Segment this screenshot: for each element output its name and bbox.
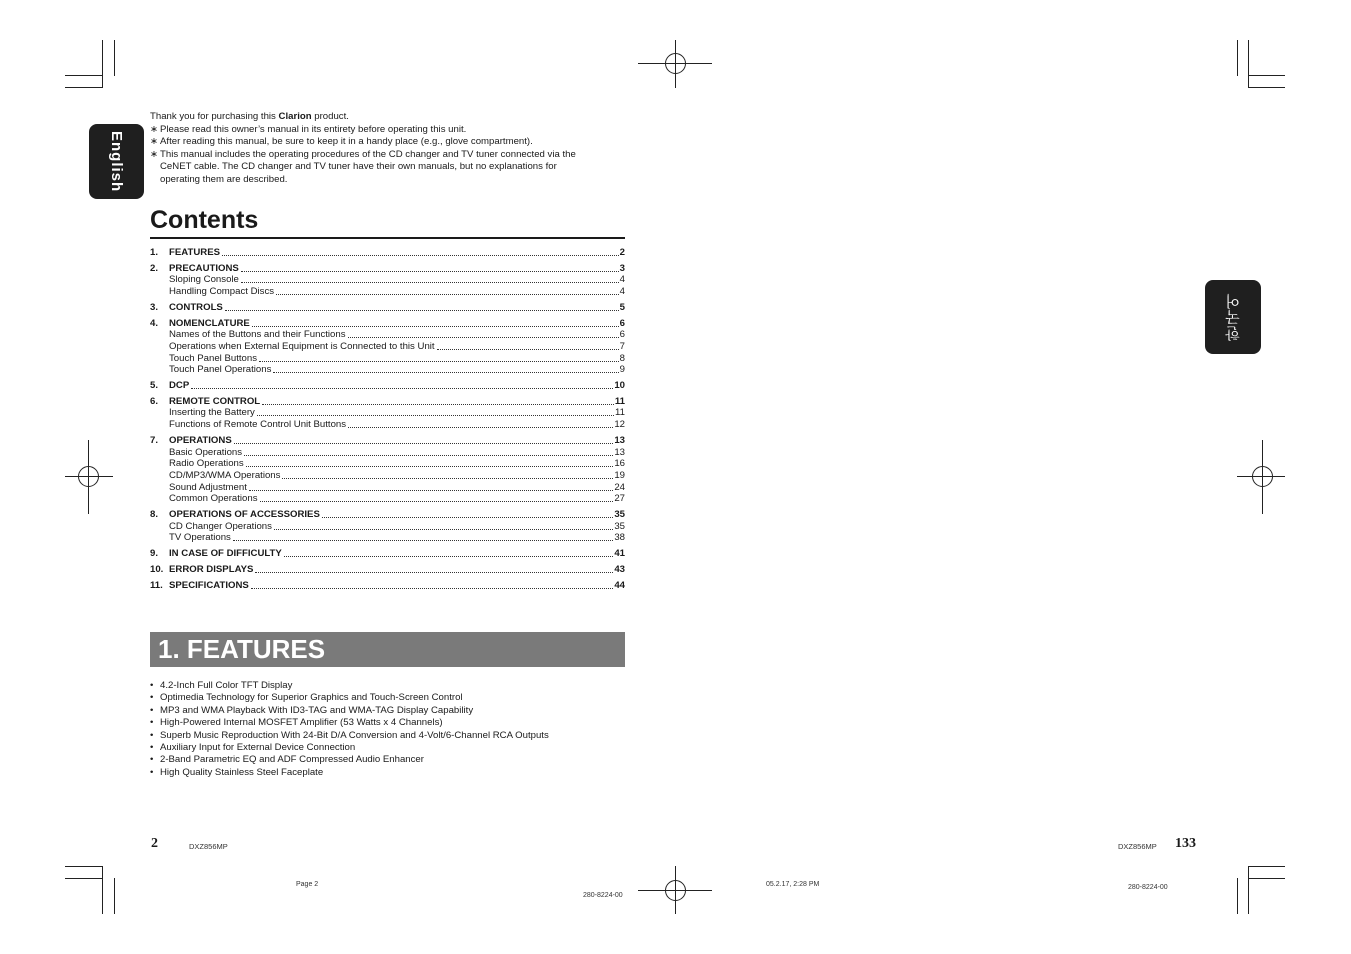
toc-entry-title: Sound Adjustment (169, 481, 247, 493)
toc-leader-dots (262, 404, 614, 405)
slug-date: 05.2.17, 2:28 PM (766, 881, 820, 888)
toc-subentry (150, 419, 625, 430)
features-list (150, 680, 549, 779)
asterisk-icon: ∗ (150, 123, 159, 135)
toc-leader-dots (234, 443, 614, 444)
intro-text (150, 111, 630, 186)
bullet-icon: • (150, 766, 154, 778)
toc-entry-number: 3. (150, 301, 159, 313)
slug-code-right: 280-8224-00 (1128, 884, 1168, 891)
toc-entry-title: Radio Operations (169, 458, 244, 470)
toc-entry-title: Names of the Buttons and their Functions (169, 329, 346, 341)
toc-entry-page: 43 (614, 563, 625, 575)
feature-item (150, 717, 549, 729)
toc-entry-title: TV Operations (169, 532, 231, 544)
toc-entry-number: 8. (150, 509, 159, 520)
toc-leader-dots (222, 255, 619, 256)
toc-entry (150, 509, 625, 520)
feature-item (150, 754, 549, 766)
toc-leader-dots (284, 556, 614, 557)
toc-leader-dots (241, 282, 619, 283)
toc-entry-page: 3 (619, 262, 625, 274)
feature-item (150, 730, 549, 742)
english-tab-label: English (108, 130, 125, 193)
intro-note-2 (150, 136, 630, 149)
toc-entry-title: DCP (169, 380, 190, 391)
toc-subentry (150, 521, 625, 532)
toc-leader-dots (252, 326, 619, 327)
toc-entry (150, 396, 625, 407)
right-model-name: DXZ856MP (1118, 842, 1157, 851)
toc-leader-dots (257, 415, 614, 416)
toc-entry-title: Inserting the Battery (169, 407, 255, 419)
toc-leader-dots (233, 540, 613, 541)
bullet-icon: • (150, 754, 154, 766)
toc-entry-title: PRECAUTIONS (169, 262, 239, 274)
toc-leader-dots (348, 337, 619, 338)
bullet-icon: • (150, 729, 154, 741)
toc-subentry (150, 470, 625, 481)
toc-entry-number: 11. (150, 579, 163, 591)
toc-entry-page: 13 (614, 434, 625, 446)
feature-text: 4.2-Inch Full Color TFT Display (160, 680, 293, 691)
toc-leader-dots (282, 478, 613, 479)
brand-name: Clarion (278, 111, 312, 122)
toc-entry-title: Sloping Console (169, 274, 239, 286)
toc-entry-page: 16 (614, 458, 625, 470)
toc-entry (150, 564, 625, 575)
toc-subentry (150, 458, 625, 469)
feature-text: Auxiliary Input for External Device Connection (160, 742, 356, 754)
toc-entry-title: Common Operations (169, 493, 258, 505)
contents-rule (150, 237, 625, 239)
toc-entry-title: Handling Compact Discs (169, 286, 275, 298)
features-heading: 1. FEATURES (158, 634, 326, 664)
toc-leader-dots (274, 529, 613, 530)
toc-entry-page: 12 (614, 419, 625, 431)
feature-text: Superb Music Reproduction With 24-Bit D/A Conversion and 4-Volt/6-Channel RCA Outputs (160, 729, 549, 741)
intro-note-text: After reading this manual, be sure to keep it in a handy place (e.g., glove compartment). (160, 136, 533, 147)
intro-note-3 (150, 149, 630, 162)
intro-thanks (150, 111, 630, 124)
toc-entry-number: 9. (150, 548, 159, 560)
intro-note-3-cont-1: CeNET cable. The CD changer and TV tuner have their own manuals, but no explanations for (160, 161, 557, 172)
feature-text: High Quality Stainless Steel Faceplate (160, 766, 324, 778)
toc-entry-title: CD/MP3/WMA Operations (169, 469, 281, 481)
toc-entry-number: 4. (150, 317, 159, 329)
toc-entry (150, 302, 625, 313)
bullet-icon: • (150, 692, 154, 704)
toc-entry-number: 2. (150, 262, 159, 274)
toc-entry-page: 27 (614, 493, 625, 505)
toc-entry-page: 19 (614, 469, 625, 481)
toc-entry-number: 1. (150, 247, 159, 258)
bullet-icon: • (150, 742, 154, 754)
toc-subentry (150, 532, 625, 543)
toc-leader-dots (276, 294, 619, 295)
toc-entry-title: Touch Panel Buttons (169, 352, 258, 364)
feature-item (150, 680, 549, 692)
toc-entry (150, 247, 625, 258)
intro-note-text: Please read this owner’s manual in its entirety before operating this unit. (160, 123, 467, 135)
toc-leader-dots (225, 310, 619, 311)
feature-text: MP3 and WMA Playback With ID3-TAG and WMA-TAG Display Capability (160, 704, 474, 716)
intro-note-3-cont-2: operating them are described. (160, 173, 288, 185)
toc-entry-title: SPECIFICATIONS (169, 579, 249, 591)
toc-entry-title: IN CASE OF DIFFICULTY (169, 548, 282, 560)
feature-text: High-Powered Internal MOSFET Amplifier (53 Watts x 4 Channels) (160, 717, 443, 729)
toc-entry-page: 2 (619, 247, 625, 258)
toc-entry-title: Functions of Remote Control Unit Buttons (169, 419, 347, 431)
feature-text: Optimedia Technology for Superior Graphics and Touch-Screen Control (160, 692, 463, 704)
toc-entry-title: REMOTE CONTROL (169, 395, 261, 407)
toc-subentry (150, 329, 625, 340)
toc-entry-page: 24 (614, 481, 625, 493)
toc-leader-dots (255, 572, 613, 573)
toc-entry-page: 35 (614, 509, 625, 520)
toc-leader-dots (249, 490, 613, 491)
toc-subentry (150, 407, 625, 418)
toc-entry-title: CONTROLS (169, 301, 223, 313)
toc-leader-dots (437, 349, 619, 350)
toc-entry-page: 11 (615, 407, 625, 419)
toc-subentry (150, 493, 625, 504)
feature-item (150, 742, 549, 754)
toc-entry-page: 41 (614, 548, 625, 560)
bullet-icon: • (150, 680, 154, 691)
bullet-icon: • (150, 717, 154, 729)
toc-entry (150, 263, 625, 274)
toc-subentry (150, 482, 625, 493)
toc-leader-dots (348, 427, 613, 428)
asterisk-icon: ∗ (150, 136, 159, 147)
toc-leader-dots (241, 271, 619, 272)
toc-leader-dots (260, 501, 614, 502)
feature-item (150, 692, 549, 704)
toc-entry-number: 5. (150, 380, 159, 391)
toc-entry (150, 580, 625, 591)
toc-subentry (150, 364, 625, 375)
korean-tab (1205, 280, 1261, 354)
toc-entry (150, 380, 625, 391)
intro-note-text: This manual includes the operating procedures of the CD changer and TV tuner connected via the (160, 148, 576, 160)
asterisk-icon: ∗ (150, 148, 159, 160)
toc-entry-page: 4 (619, 274, 625, 286)
toc-entry-title: OPERATIONS (169, 434, 232, 446)
toc-subentry (150, 447, 625, 458)
english-tab (89, 124, 144, 199)
toc-entry-page: 9 (619, 364, 625, 376)
toc-leader-dots (322, 517, 613, 518)
toc-entry-number: 6. (150, 395, 159, 407)
right-page-number: 133 (1175, 836, 1196, 851)
toc-entry-page: 11 (614, 395, 625, 407)
toc-entry-page: 38 (614, 532, 625, 544)
toc-leader-dots (244, 455, 613, 456)
bullet-icon: • (150, 704, 154, 716)
toc-entry-page: 4 (619, 286, 625, 298)
toc-leader-dots (273, 372, 618, 373)
toc-subentry (150, 286, 625, 297)
features-heading-banner (150, 632, 625, 667)
toc-entry-page: 44 (614, 579, 625, 591)
toc-subentry (150, 353, 625, 364)
toc-entry-page: 7 (619, 340, 625, 352)
toc-leader-dots (259, 361, 619, 362)
toc-leader-dots (251, 588, 614, 589)
toc-leader-dots (191, 388, 613, 389)
toc-entry-page: 8 (619, 352, 625, 364)
toc-entry-page: 6 (619, 329, 625, 341)
left-page-number: 2 (151, 836, 158, 851)
korean-tab-label: 한국어 (1224, 293, 1242, 341)
toc-entry-title: Operations when External Equipment is Connected to this Unit (169, 340, 435, 352)
intro-thanks-prefix: Thank you for purchasing this (150, 111, 279, 122)
toc-entry-title: NOMENCLATURE (169, 317, 250, 329)
toc-entry-page: 5 (619, 301, 625, 313)
toc-entry-page: 10 (614, 380, 625, 391)
feature-text: 2-Band Parametric EQ and ADF Compressed Audio Enhancer (160, 754, 424, 766)
toc-entry (150, 318, 625, 329)
contents-title: Contents (150, 206, 259, 234)
toc-entry-title: Touch Panel Operations (169, 364, 272, 376)
toc-entry-title: FEATURES (169, 247, 220, 258)
toc-entry-title: CD Changer Operations (169, 520, 272, 532)
feature-item (150, 705, 549, 717)
toc-entry-number: 10. (150, 563, 164, 575)
slug-page: Page 2 (296, 881, 319, 888)
intro-note-1 (150, 124, 630, 137)
intro-thanks-suffix: product. (311, 111, 349, 122)
toc-entry-title: ERROR DISPLAYS (169, 563, 254, 575)
toc-subentry (150, 341, 625, 352)
toc-entry-page: 13 (614, 446, 625, 458)
left-model-name: DXZ856MP (189, 842, 228, 851)
slug-code-center: 280-8224-00 (583, 892, 623, 899)
feature-item (150, 767, 549, 779)
toc-entry-page: 35 (614, 520, 625, 532)
toc-entry-number: 7. (150, 434, 159, 446)
toc-leader-dots (246, 466, 614, 467)
toc-subentry (150, 274, 625, 285)
toc-entry (150, 548, 625, 559)
toc-entry (150, 435, 625, 446)
toc-entry-title: Basic Operations (169, 446, 243, 458)
toc-entry-page: 6 (619, 317, 625, 329)
toc-entry-title: OPERATIONS OF ACCESSORIES (169, 509, 320, 520)
